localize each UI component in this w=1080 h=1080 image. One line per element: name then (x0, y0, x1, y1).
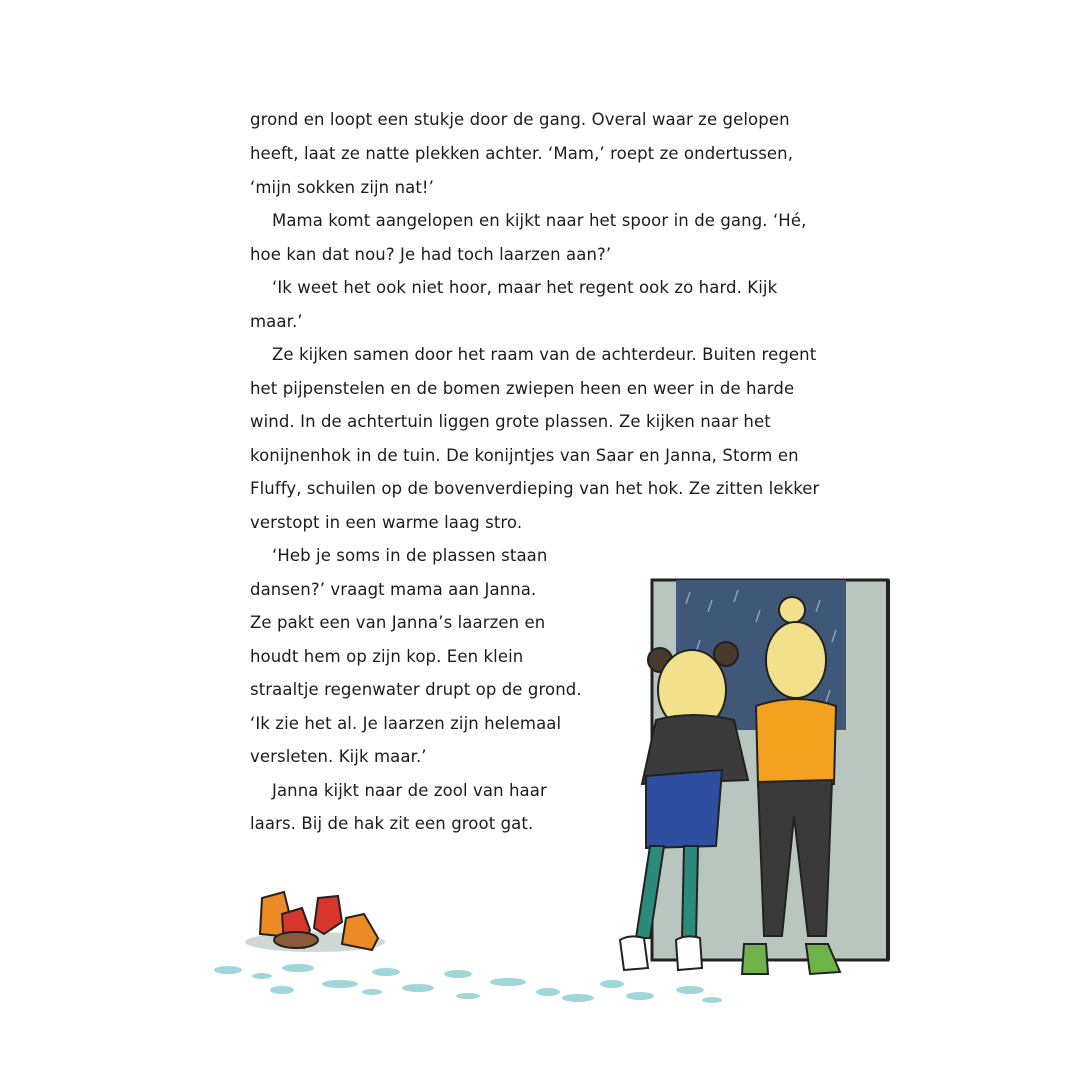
text-line: Mama komt aangelopen en kijkt naar het spoor in de gang. ‘Hé, (272, 211, 807, 230)
text-line: Ze pakt een van Janna’s laarzen en (250, 613, 546, 632)
text-line: houdt hem op zijn kop. Een klein (250, 647, 524, 666)
text-line: ‘Ik zie het al. Je laarzen zijn helemaal (250, 714, 562, 733)
text-line: hoe kan dat nou? Je had toch laarzen aan?’ (250, 245, 612, 264)
text-line: laars. Bij de hak zit een groot gat. (250, 814, 534, 833)
text-line: Fluffy, schuilen op de bovenverdieping van het hok. Ze zitten lekker (250, 479, 820, 498)
text-line: grond en loopt een stukje door de gang. Overal waar ze gelopen (250, 110, 790, 129)
text-line: verstopt in een warme laag stro. (250, 513, 523, 532)
text-line: ‘mijn sokken zijn nat!’ (250, 178, 434, 197)
text-line: dansen?’ vraagt mama aan Janna. (250, 580, 537, 599)
text-line: ‘Heb je soms in de plassen staan (272, 546, 548, 565)
text-line: konijnenhok in de tuin. De konijntjes van Saar en Janna, Storm en (250, 446, 799, 465)
text-line: het pijpenstelen en de bomen zwiepen heen en weer in de harde (250, 379, 795, 398)
boots-pile-illustration (245, 892, 385, 952)
wet-footprints-illustration (214, 964, 722, 1003)
text-line: wind. In de achtertuin liggen grote plassen. Ze kijken naar het (250, 412, 771, 431)
text-line: Janna kijkt naar de zool van haar (272, 781, 547, 800)
text-line: versleten. Kijk maar.’ (250, 747, 427, 766)
text-line: heeft, laat ze natte plekken achter. ‘Mam,’ roept ze ondertussen, (250, 144, 794, 163)
text-line: ‘Ik weet het ook niet hoor, maar het regent ook zo hard. Kijk (272, 278, 778, 297)
text-line: Ze kijken samen door het raam van de achterdeur. Buiten regent (272, 345, 817, 364)
text-line: straaltje regenwater drupt op de grond. (250, 680, 582, 699)
text-line: maar.’ (250, 312, 303, 331)
